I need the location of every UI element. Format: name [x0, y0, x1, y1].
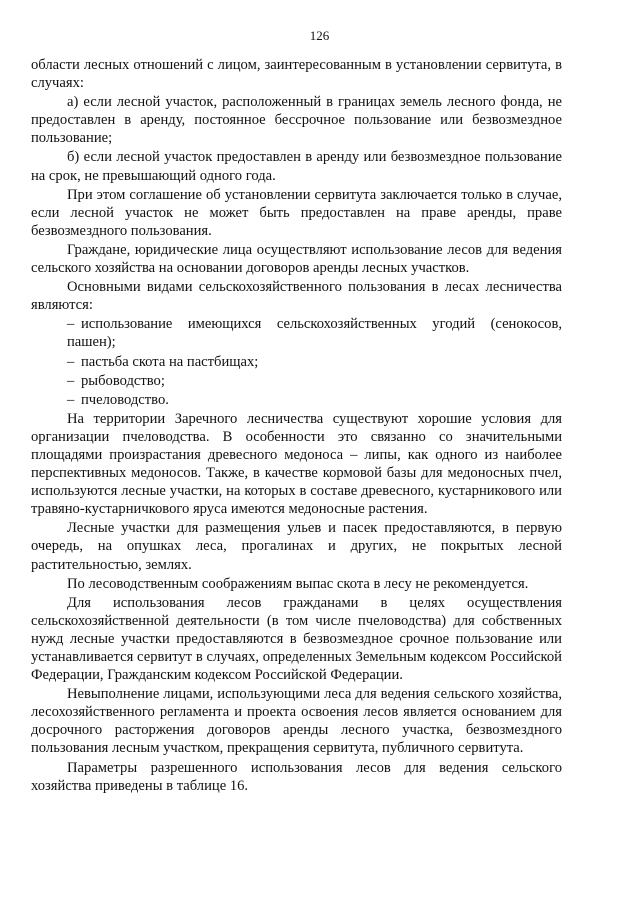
list-item [31, 372, 562, 390]
paragraph-7: На территории Заречного лесничества существуют хорошие условия для организации пчеловодства. В особенности это связанно со значительными площадями произрастания древесного медоноса – липы, как одного из наиболее перспективных медоносов. Также, в качестве кормовой базы для медоносных пчел, используются лесные участки, на которых в составе древесного, кустарникового или травяно-кустарничкового яруса имеются медоносные растения. [31, 410, 562, 518]
list-item [31, 353, 562, 371]
paragraph-4: При этом соглашение об установлении сервитута заключается только в случае, если лесной участок не может быть предоставлен на праве аренды, праве безвозмездного пользования. [31, 186, 562, 239]
list-item-text: рыбоводство; [81, 372, 165, 389]
body-text [31, 56, 562, 796]
paragraph-3: б) если лесной участок предоставлен в аренду или безвозмездное пользование на срок, не превышающий одного года. [31, 149, 562, 184]
paragraph-10: Для использования лесов гражданами в целях осуществления сельскохозяйственной деятельности (в том числе пчеловодства) для собственных нужд лесные участки предоставляются в безвозмездное срочное пользование или устанавливается сервитут в случаях, определенных Земельным кодексом Российской Федерации, Гражданским кодексом Российской Федерации. [31, 594, 562, 684]
paragraph-11: Невыполнение лицами, использующими леса для ведения сельского хозяйства, лесохозяйственного регламента и проекта освоения лесов является основанием для досрочного расторжения договоров аренды лесного участка, безвозмездного пользования лесным участком, прекращения сервитута, публичного сервитута. [31, 686, 562, 757]
list-item [31, 315, 562, 351]
paragraph-9: По лесоводственным соображениям выпас скота в лесу не рекомендуется. [67, 575, 529, 592]
paragraph-12: Параметры разрешенного использования лесов для ведения сельского хозяйства приведены в таблице 16. [31, 759, 562, 794]
list-item [31, 391, 562, 409]
paragraph-8: Лесные участки для размещения ульев и пасек предоставляются, в первую очередь, на опушках леса, прогалинах и других, не покрытых лесной растительностью, землях. [31, 520, 562, 573]
list-item-text: использование имеющихся сельскохозяйственных угодий (сенокосов, пашен); [67, 316, 562, 351]
paragraph-5: Граждане, юридические лица осуществляют использование лесов для ведения сельского хозяйства на основании договоров аренды лесных участков. [31, 241, 562, 277]
usage-list [31, 315, 562, 408]
paragraph-1: области лесных отношений с лицом, заинтересованным в установлении сервитута, в случаях: [31, 57, 562, 92]
list-bullet: – [67, 353, 75, 370]
paragraph-2: а) если лесной участок, расположенный в границах земель лесного фонда, не предоставлен в аренду, постоянное бессрочное пользование или безвозмездное пользование; [31, 94, 562, 147]
list-item-text: пчеловодство. [81, 391, 169, 408]
page-number: 126 [309, 28, 330, 43]
list-bullet: – [67, 372, 75, 389]
list-bullet: – [67, 316, 75, 333]
list-bullet: – [67, 391, 75, 408]
list-item-text: пастьба скота на пастбищах; [81, 353, 259, 370]
paragraph-6: Основными видами сельскохозяйственного пользования в лесах лесничества являются: [31, 279, 562, 314]
